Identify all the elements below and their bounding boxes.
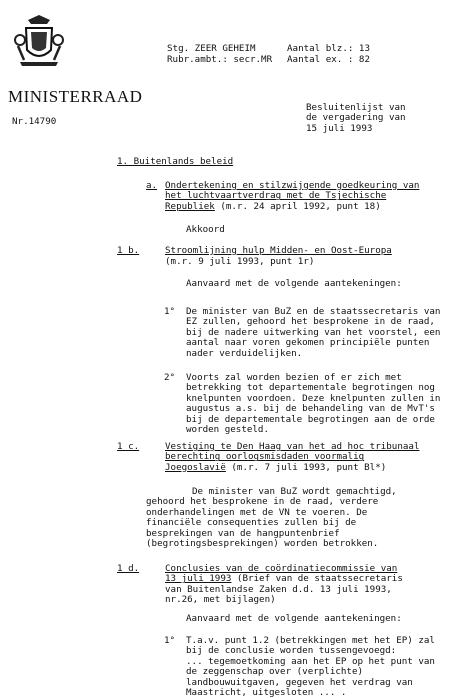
item-a-decision: Akkoord xyxy=(186,224,225,235)
item-b-note-2: Voorts zal worden bezien of er zich met betrekking tot departementale begrotingen nog knelpunten voordoen. Deze knelpunten zullen in augustus a.s. bij de behandeling van de MvT's bij de departementale begrotingen aan de orde worden gesteld. xyxy=(186,372,441,436)
note-marker: 1° xyxy=(164,306,176,317)
document-title: Besluitenlijst van de vergadering van 15 juli 1993 xyxy=(306,102,406,134)
item-label: 1 b. xyxy=(117,245,140,256)
coat-of-arms-icon xyxy=(14,14,64,68)
item-label: a. xyxy=(146,180,158,191)
classification: Stg. ZEER GEHEIM xyxy=(167,43,256,54)
item-b-note-1: De minister van BuZ en de staatssecretaris van EZ zullen, gehoord het besprokene in de raad, bij de nadere uitwerking van het voorstel, een aantal naar voren gekomen principiële punten nader verduidelijken. xyxy=(186,306,441,359)
rubr-ambt: Rubr.ambt.: secr.MR xyxy=(167,54,273,65)
note-marker: 2° xyxy=(164,372,176,383)
item-b-ref: (m.r. 9 juli 1993, punt 1r) xyxy=(165,256,315,267)
aantal-ex: Aantal ex. : 82 xyxy=(287,54,370,65)
section-heading: 1. Buitenlands beleid xyxy=(117,156,234,167)
aantal-blz: Aantal blz.: 13 xyxy=(287,43,370,54)
document-number: Nr.14790 xyxy=(12,116,57,127)
note-marker: 1° xyxy=(164,635,176,646)
item-d-title: Conclusies van de coördinatiecommissie van 13 juli 1993 (Brief van de staatssecretaris van Buitenlandse Zaken d.d. 13 juli 1993, nr.26, met bijlagen) xyxy=(165,563,403,606)
item-b-decision: Aanvaard met de volgende aantekeningen: xyxy=(186,278,402,289)
item-c-title: Vestiging te Den Haag van het ad hoc tribunaal berechting oorlogsmisdaden voormalig Joegoslavië (m.r. 7 juli 1993, punt Bl*) xyxy=(165,441,420,473)
item-d-note-1: T.a.v. punt 1.2 (betrekkingen met het EP) zal bij de conclusie worden tussengevoegd: ... tegemoetkoming aan het EP op het punt van de zeggenschap over (verplichte) landbouwuitgaven, gegeven het verdrag van Maastricht, uitgesloten ... . xyxy=(186,635,435,698)
item-b-title: Stroomlijning hulp Midden- en Oost-Europa xyxy=(165,245,392,256)
item-d-decision: Aanvaard met de volgende aantekeningen: xyxy=(186,613,402,624)
item-c-body: De minister van BuZ wordt gemachtigd, gehoord het besprokene in de raad, verdere onderhandelingen met de VN te voeren. De financiële consequenties zullen bij de besprekingen van de hangpuntenbrief (begrotingsbesprekingen) worden betrokken. xyxy=(146,486,397,550)
item-label: 1 c. xyxy=(117,441,140,452)
item-a-title: Ondertekening en stilzwijgende goedkeuring van het luchtvaartverdrag met de Tsjechische Republiek (m.r. 24 april 1992, punt 18) xyxy=(165,180,420,212)
ministerraad-heading: MINISTERRAAD xyxy=(8,87,143,106)
item-label: 1 d. xyxy=(117,563,140,574)
